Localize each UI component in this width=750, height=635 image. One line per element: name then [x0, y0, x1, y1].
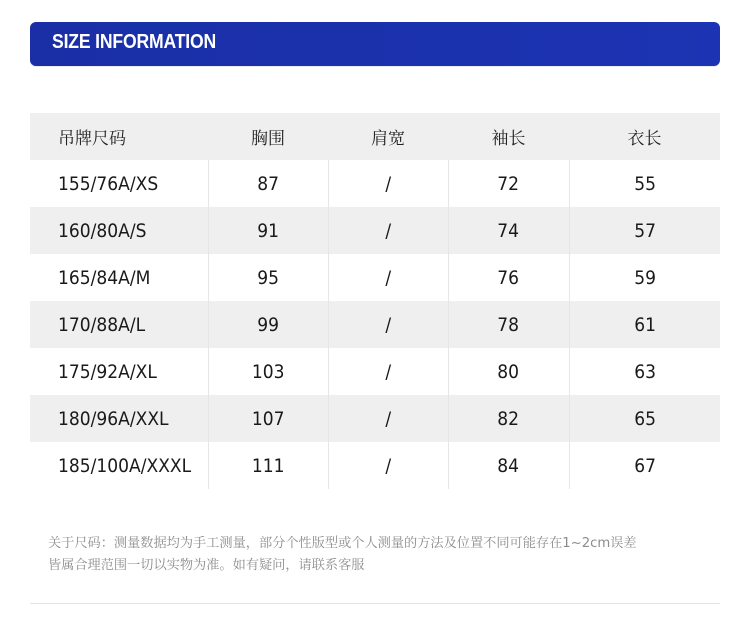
cell-text: 76	[497, 266, 520, 289]
cell-shoulder	[328, 207, 448, 254]
cell-size	[30, 348, 208, 395]
cell-text: /	[385, 172, 391, 195]
cell-text: 55	[633, 172, 656, 195]
table-row	[30, 348, 720, 395]
table-header-row	[30, 113, 720, 160]
cell-chest	[208, 301, 328, 348]
cell-chest	[208, 442, 328, 489]
cell-size	[30, 395, 208, 442]
table-row	[30, 442, 720, 489]
cell-text: 170/88A/L	[58, 313, 146, 336]
cell-chest	[208, 207, 328, 254]
cell-text: /	[385, 313, 391, 336]
cell-text: 87	[257, 172, 279, 195]
cell-length	[569, 442, 720, 489]
cell-text: /	[385, 266, 391, 289]
cell-sleeve	[448, 348, 569, 395]
cell-chest	[208, 348, 328, 395]
cell-text: 99	[257, 313, 279, 336]
cell-text: 111	[251, 454, 285, 477]
cell-length	[569, 395, 720, 442]
size-table	[30, 113, 720, 489]
header-chest: 胸围	[251, 129, 285, 149]
cell-text: 95	[257, 266, 279, 289]
cell-shoulder	[328, 254, 448, 301]
cell-chest	[208, 160, 328, 207]
cell-size	[30, 160, 208, 207]
table-row	[30, 254, 720, 301]
note-line-1: 关于尺码：测量数据均为手工测量，部分个性版型或个人测量的方法及位置不同可能存在1~2cm误差	[48, 536, 637, 551]
cell-sleeve	[448, 442, 569, 489]
cell-sleeve	[448, 254, 569, 301]
cell-text: /	[385, 219, 391, 242]
banner-title: SIZE INFORMATION	[52, 31, 217, 53]
cell-text: /	[385, 454, 391, 477]
table-row	[30, 395, 720, 442]
header-length: 衣长	[627, 129, 662, 149]
cell-size	[30, 442, 208, 489]
cell-shoulder	[328, 395, 448, 442]
table-row	[30, 301, 720, 348]
cell-length	[569, 348, 720, 395]
cell-text: 57	[633, 219, 656, 242]
cell-sleeve	[448, 160, 569, 207]
cell-size	[30, 301, 208, 348]
cell-length	[569, 301, 720, 348]
cell-chest	[208, 395, 328, 442]
cell-sleeve	[448, 395, 569, 442]
cell-chest	[208, 254, 328, 301]
size-note	[48, 533, 728, 577]
cell-text: 155/76A/XS	[58, 172, 159, 195]
cell-text: 65	[633, 407, 656, 430]
header-tag-size: 吊牌尺码	[58, 129, 126, 149]
cell-text: 72	[497, 172, 520, 195]
cell-text: 63	[633, 360, 656, 383]
cell-text: 74	[497, 219, 520, 242]
cell-size	[30, 207, 208, 254]
cell-text: 91	[257, 219, 279, 242]
cell-size	[30, 254, 208, 301]
cell-text: 78	[497, 313, 520, 336]
cell-text: 80	[497, 360, 520, 383]
cell-shoulder	[328, 301, 448, 348]
cell-text: 165/84A/M	[58, 266, 151, 289]
cell-text: 82	[497, 407, 520, 430]
cell-text: /	[385, 360, 391, 383]
title-banner	[30, 22, 720, 66]
cell-shoulder	[328, 348, 448, 395]
cell-text: 107	[251, 407, 285, 430]
cell-text: 67	[633, 454, 656, 477]
cell-text: /	[385, 407, 391, 430]
cell-text: 59	[633, 266, 656, 289]
cell-text: 61	[633, 313, 656, 336]
cell-shoulder	[328, 442, 448, 489]
divider	[30, 603, 720, 604]
cell-length	[569, 160, 720, 207]
cell-length	[569, 254, 720, 301]
cell-text: 180/96A/XXL	[58, 407, 169, 430]
header-shoulder: 肩宽	[371, 129, 405, 149]
cell-text: 175/92A/XL	[58, 360, 157, 383]
cell-text: 185/100A/XXXL	[58, 454, 192, 477]
cell-sleeve	[448, 301, 569, 348]
table-row	[30, 207, 720, 254]
note-line-2: 皆属合理范围一切以实物为准。如有疑问，请联系客服	[48, 558, 365, 573]
table-row	[30, 160, 720, 207]
cell-shoulder	[328, 160, 448, 207]
cell-text: 84	[497, 454, 520, 477]
cell-sleeve	[448, 207, 569, 254]
header-sleeve: 袖长	[491, 129, 526, 149]
cell-text: 103	[251, 360, 285, 383]
cell-text: 160/80A/S	[58, 219, 147, 242]
cell-length	[569, 207, 720, 254]
